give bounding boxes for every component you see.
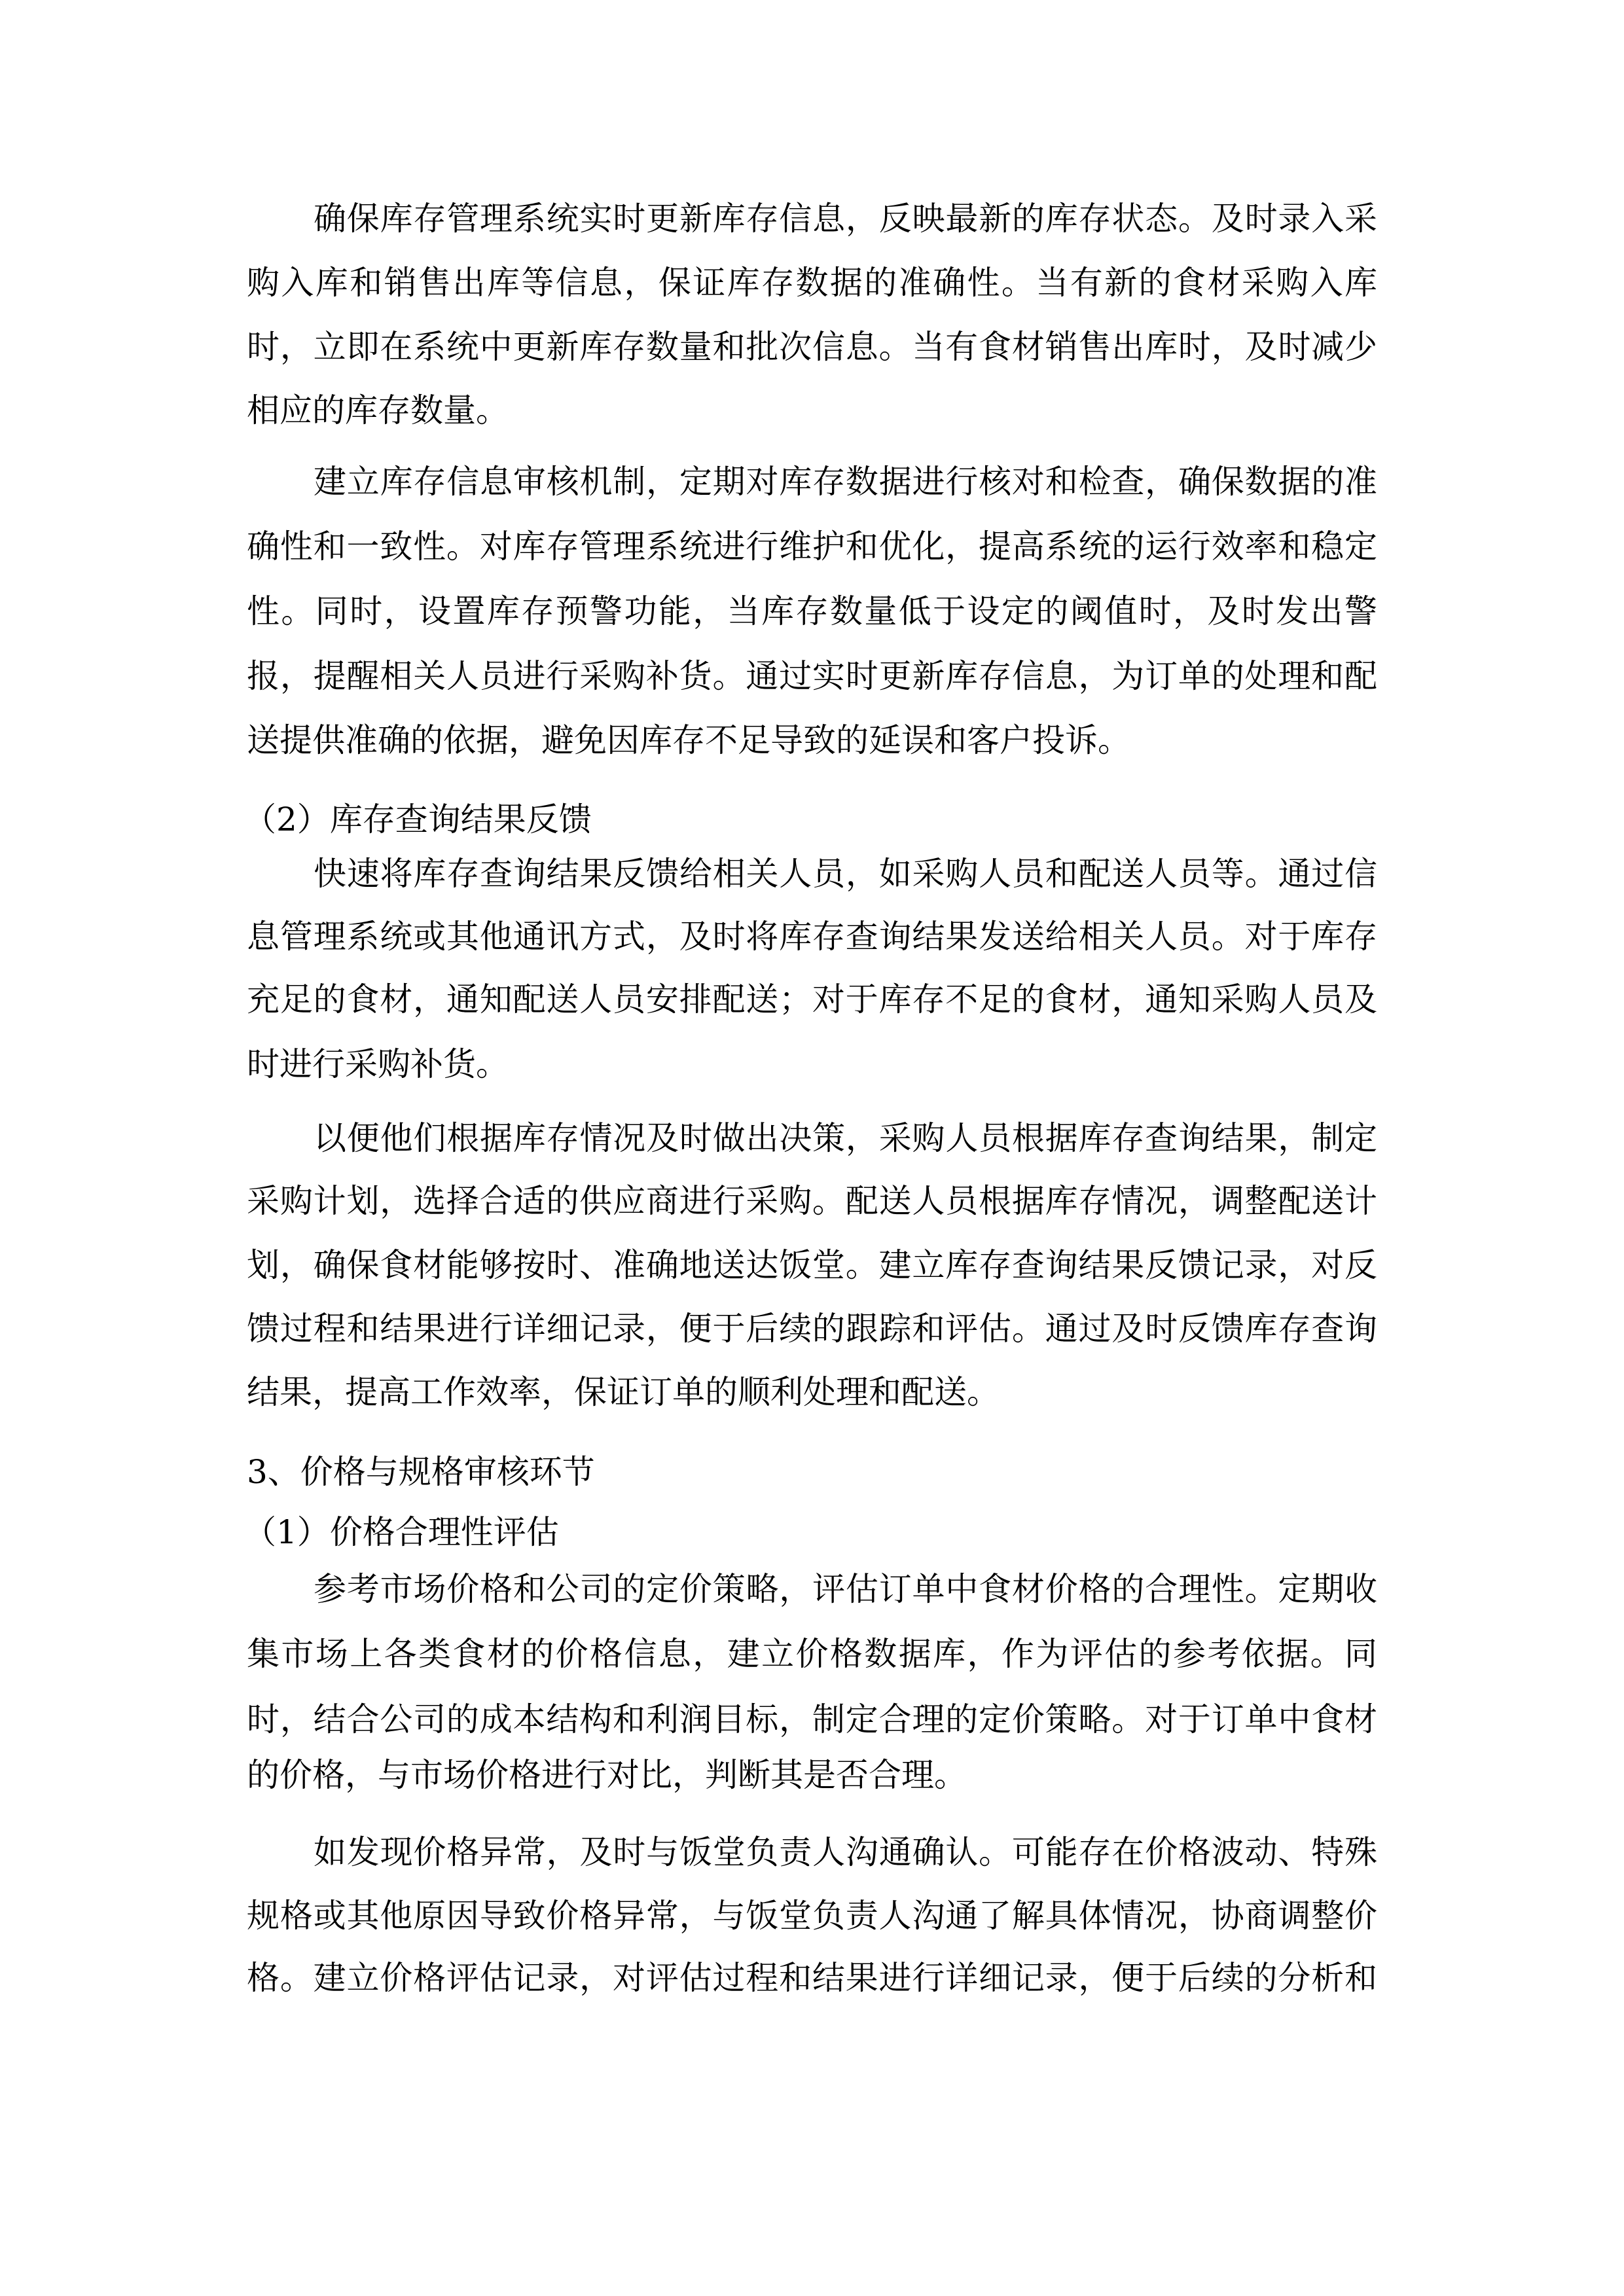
paragraph-5-line-3: 时，结合公司的成本结构和利润目标，制定合理的定价策略。对于订单中食材 bbox=[247, 1700, 1377, 1738]
paragraph-5-line-4: 的价格，与市场价格进行对比，判断其是否合理。 bbox=[247, 1756, 967, 1794]
paragraph-4-line-5: 结果，提高工作效率，保证订单的顺利处理和配送。 bbox=[247, 1373, 1000, 1411]
paragraph-1-line-2: 购入库和销售出库等信息，保证库存数据的准确性。当有新的食材采购入库 bbox=[247, 264, 1377, 302]
paragraph-4-line-4: 馈过程和结果进行详细记录，便于后续的跟踪和评估。通过及时反馈库存查询 bbox=[247, 1310, 1377, 1348]
paragraph-3-line-2: 息管理系统或其他通讯方式，及时将库存查询结果发送给相关人员。对于库存 bbox=[247, 918, 1377, 956]
subheading-price-reasonableness: （1）价格合理性评估 bbox=[244, 1513, 559, 1551]
paragraph-3-line-4: 时进行采购补货。 bbox=[247, 1045, 509, 1083]
paragraph-1-line-4: 相应的库存数量。 bbox=[247, 391, 509, 429]
section-heading-price-spec-review: 3、价格与规格审核环节 bbox=[247, 1453, 595, 1491]
paragraph-5-line-2: 集市场上各类食材的价格信息，建立价格数据库，作为评估的参考依据。同 bbox=[247, 1635, 1377, 1673]
subheading-inventory-query-feedback: （2）库存查询结果反馈 bbox=[244, 800, 592, 838]
paragraph-3-line-3: 充足的食材，通知配送人员安排配送；对于库存不足的食材，通知采购人员及 bbox=[247, 980, 1377, 1018]
paragraph-2-line-1: 建立库存信息审核机制，定期对库存数据进行核对和检查，确保数据的准 bbox=[314, 463, 1377, 501]
paragraph-4-line-3: 划，确保食材能够按时、准确地送达饭堂。建立库存查询结果反馈记录，对反 bbox=[247, 1246, 1377, 1284]
paragraph-2-line-3: 性。同时，设置库存预警功能，当库存数量低于设定的阈值时，及时发出警 bbox=[247, 592, 1377, 630]
paragraph-1-line-3: 时，立即在系统中更新库存数量和批次信息。当有食材销售出库时，及时减少 bbox=[247, 328, 1377, 366]
paragraph-5-line-1: 参考市场价格和公司的定价策略，评估订单中食材价格的合理性。定期收 bbox=[314, 1570, 1377, 1608]
paragraph-2-line-2: 确性和一致性。对库存管理系统进行维护和优化，提高系统的运行效率和稳定 bbox=[247, 528, 1377, 565]
paragraph-3-line-1: 快速将库存查询结果反馈给相关人员，如采购人员和配送人员等。通过信 bbox=[314, 855, 1377, 893]
paragraph-6-line-1: 如发现价格异常，及时与饭堂负责人沟通确认。可能存在价格波动、特殊 bbox=[314, 1833, 1377, 1871]
paragraph-6-line-2: 规格或其他原因导致价格异常，与饭堂负责人沟通了解具体情况，协商调整价 bbox=[247, 1897, 1377, 1935]
paragraph-6-line-3: 格。建立价格评估记录，对评估过程和结果进行详细记录，便于后续的分析和 bbox=[247, 1959, 1377, 1997]
paragraph-2-line-4: 报，提醒相关人员进行采购补货。通过实时更新库存信息，为订单的处理和配 bbox=[247, 657, 1377, 695]
paragraph-1-line-1: 确保库存管理系统实时更新库存信息，反映最新的库存状态。及时录入采 bbox=[314, 200, 1377, 238]
paragraph-4-line-1: 以便他们根据库存情况及时做出决策，采购人员根据库存查询结果，制定 bbox=[314, 1119, 1377, 1157]
paragraph-2-line-5: 送提供准确的依据，避免因库存不足导致的延误和客户投诉。 bbox=[247, 721, 1130, 759]
paragraph-4-line-2: 采购计划，选择合适的供应商进行采购。配送人员根据库存情况，调整配送计 bbox=[247, 1182, 1377, 1220]
